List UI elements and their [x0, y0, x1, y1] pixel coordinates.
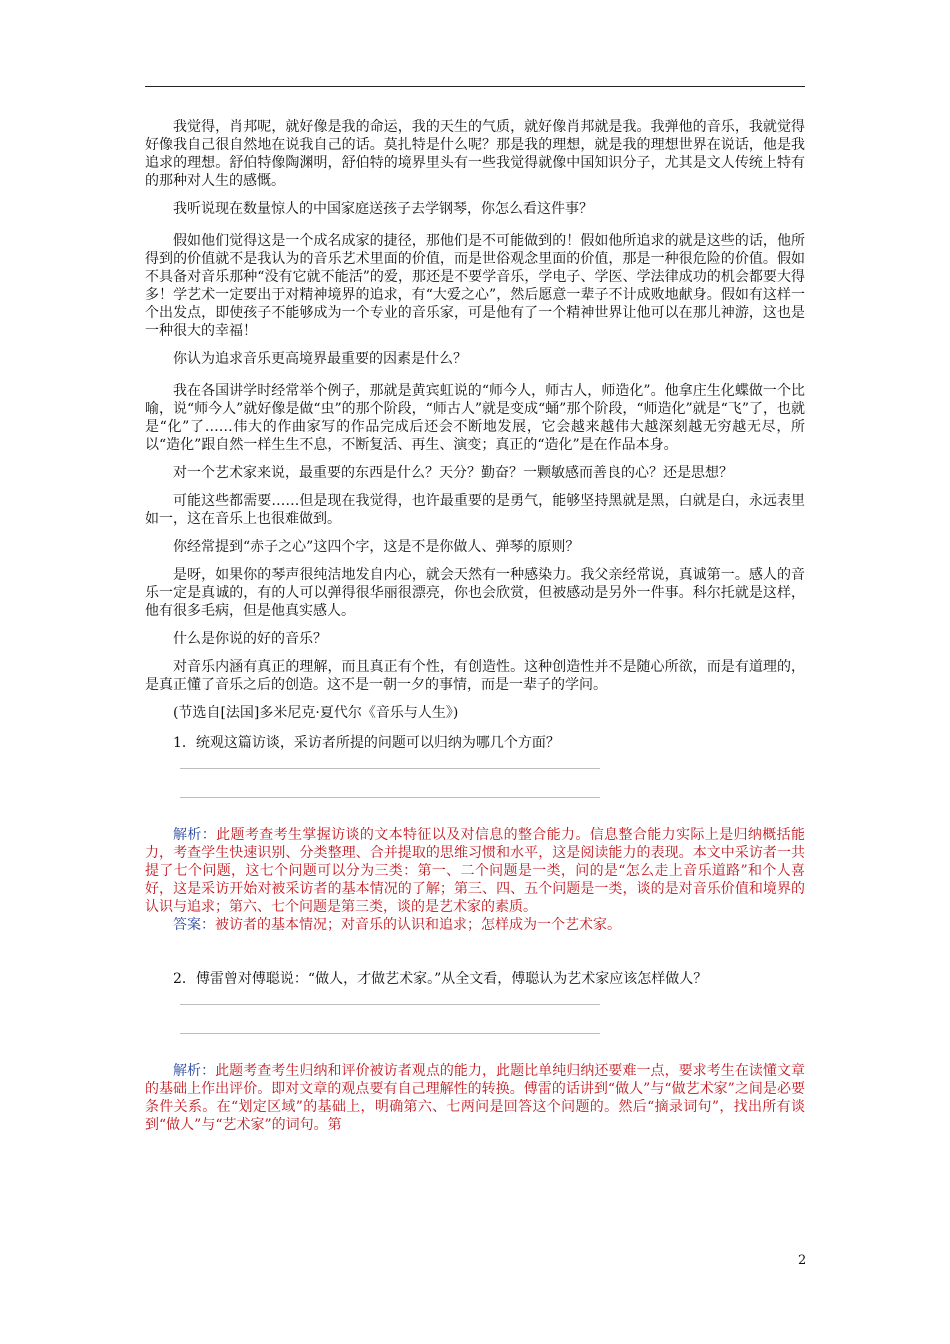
- body-paragraph: 假如他们觉得这是一个成名成家的捷径，那他们是不可能做到的！假如他所追求的就是这些的话，他所得到的价值就不是我认为的音乐艺术里面的价值，而是世俗观念里面的价值，那是一种很危险的价值。假如不具备对音乐那种“没有它就不能活”的爱，那还是不要学音乐，学电子、学医、学法律成功的机会都要大得多！学艺术一定要出于对精神境界的追求，有“大爱之心”，然后愿意一辈子不计成败地献身。假如有这样一个出发点，即使孩子不能够成为一个专业的音乐家，可是他有了一个精神世界让他可以在那儿神游，这也是一种很大的幸福！: [145, 233, 805, 339]
- page-number: 2: [798, 1253, 807, 1268]
- document-body: [145, 118, 805, 1134]
- body-paragraph: 是呀，如果你的琴声很纯洁地发自内心，就会天然有一种感染力。我父亲经常说，真诚第一。感人的音乐一定是真诚的，有的人可以弹得很华丽很漂亮，你也会欣赏，但被感动是另外一件事。科尔托就是这样，他有很多毛病，但是他真实感人。: [145, 567, 805, 619]
- body-paragraph: 可能这些都需要……但是现在我觉得，也许最重要的是勇气，能够坚持黑就是黑，白就是白，永远表里如一，这在音乐上也很难做到。: [145, 493, 805, 527]
- body-paragraph: 对音乐内涵有真正的理解，而且真正有个性，有创造性。这种创造性并不是随心所欲，而是有道理的，是真正懂了音乐之后的创造。这不是一朝一夕的事情，而是一辈子的学问。: [145, 659, 805, 693]
- body-paragraph: 我在各国讲学时经常举个例子，那就是黄宾虹说的“师今人，师古人，师造化”。他拿庄生化蝶做一个比喻，说“师今人”就好像是做“虫”的那个阶段，“师古人”就是变成“蛹”那个阶段，“师造化”就是“飞”了，也就是“化”了……伟大的作曲家写的作品完成后还会不断地发展，它会越来越伟大越深刻越无穷越无尽，所以“造化”跟自然一样生生不息，不断复活、再生、演变；真正的“造化”是在作品本身。: [145, 383, 805, 453]
- answer-lines-2: [180, 1004, 805, 1034]
- interview-question: 你认为追求音乐更高境界最重要的因素是什么？: [173, 351, 467, 367]
- interview-question: 你经常提到“赤子之心”这四个字，这是不是你做人、弹琴的原则？: [173, 539, 580, 555]
- answer-text: 被访者的基本情况；对音乐的认识和追求；怎样成为一个艺术家。: [215, 917, 621, 933]
- answer-lines-1: [180, 768, 805, 798]
- exercise-question-2: 2．傅雷曾对傅聪说：“做人，才做艺术家。”从全文看，傅聪认为艺术家应该怎样做人？: [173, 971, 708, 987]
- answer-line: [180, 797, 600, 798]
- analysis-label: 解析：: [173, 827, 217, 843]
- body-paragraph: 我觉得，肖邦呢，就好像是我的命运，我的天生的气质，就好像肖邦就是我。我弹他的音乐，我就觉得好像我自己很自然地在说我自己的话。莫扎特是什么呢？那是我的理想，就是我的理想世界在说话，他是我追求的理想。舒伯特像陶渊明，舒伯特的境界里头有一些我觉得就像中国知识分子，尤其是文人传统上特有的那种对人生的感慨。: [145, 119, 805, 189]
- answer-line: [180, 1033, 600, 1034]
- source-citation: (节选自[法国]多米尼克·夏代尔《音乐与人生》): [173, 705, 459, 721]
- answer-line: [180, 1004, 600, 1005]
- interview-question: 我听说现在数量惊人的中国家庭送孩子去学钢琴，你怎么看这件事？: [173, 201, 593, 217]
- analysis-label: 解析：: [173, 1063, 216, 1079]
- exercise-question-1: 1．统观这篇访谈，采访者所提的问题可以归纳为哪几个方面？: [173, 735, 560, 751]
- answer-line: [180, 768, 600, 769]
- interview-question: 什么是你说的好的音乐？: [173, 631, 327, 647]
- header-rule: [145, 86, 805, 87]
- analysis-2: [145, 1062, 805, 1134]
- analysis-text: 此题考查考生掌握访谈的文本特征以及对信息的整合能力。信息整合能力实际上是归纳概括能力，考查学生快速识别、分类整理、合并提取的思维习惯和水平，这是阅读能力的表现。本文中采访者一共提了七个问题，这七个问题可以分为三类：第一、二个问题是一类，问的是“怎么走上音乐道路”和个人喜好，这是采访开始对被采访者的基本情况的了解；第三、四、五个问题是一类，谈的是对音乐价值和境界的认识与追求；第六、七个问题是第三类，谈的是艺术家的素质。: [145, 827, 806, 915]
- answer-label: 答案：: [173, 917, 215, 933]
- analysis-text: 此题考查考生归纳和评价被访者观点的能力，此题比单纯归纳还要难一点，要求考生在读懂文章的基础上作出评价。即对文章的观点要有自己理解性的转换。傅雷的话讲到“做人”与“做艺术家”之间是必要条件关系。在“划定区域”的基础上，明确第六、七两问是回答这个问题的。然后“摘录词句”，找出所有谈到“做人”与“艺术家”的词句。第: [145, 1063, 806, 1133]
- interview-question: 对一个艺术家来说，最重要的东西是什么？天分？勤奋？一颗敏感而善良的心？还是思想？: [173, 465, 733, 481]
- answer-1: [145, 916, 805, 934]
- analysis-1: [145, 826, 805, 916]
